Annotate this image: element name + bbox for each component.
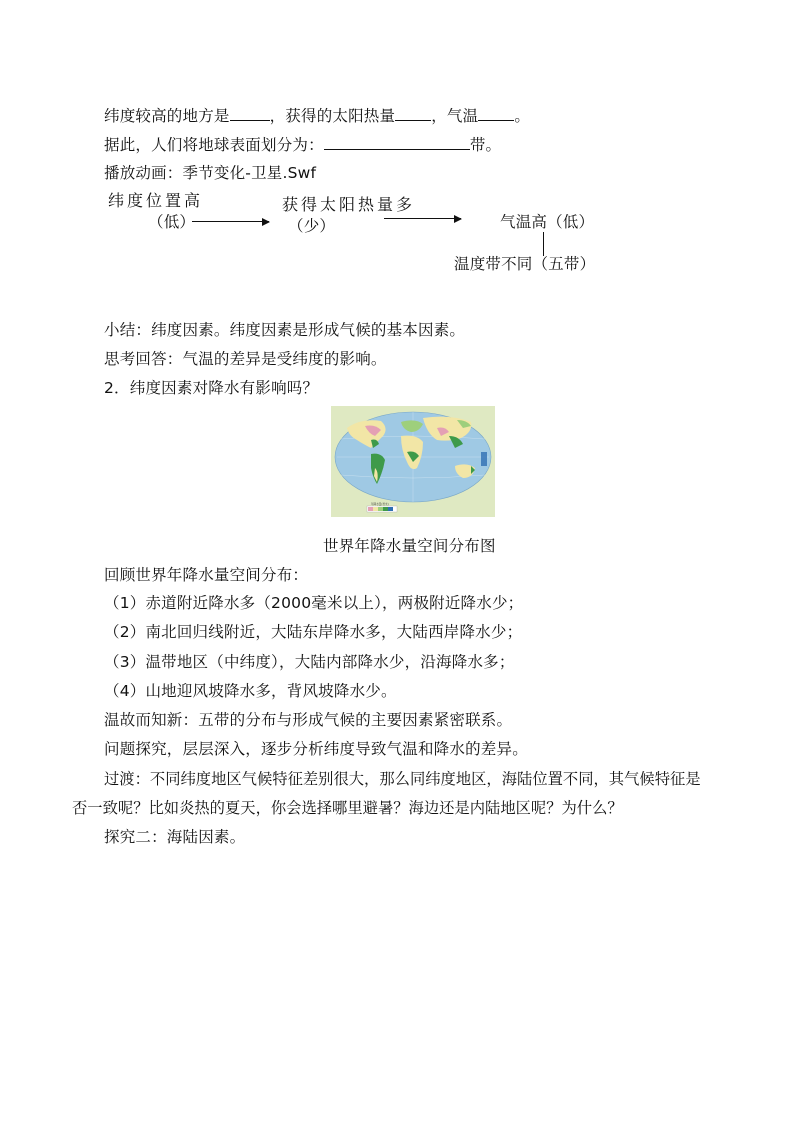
text-segment: 据此，人们将地球表面划分为：: [104, 136, 324, 154]
question-text: 纬度因素对降水有影响吗？: [129, 379, 319, 397]
review-item-3: （3）温带地区（中纬度），大陆内部降水少，沿海降水多；: [104, 653, 515, 671]
blank-3: [478, 106, 514, 121]
review-intro: 回顾世界年降水量空间分布：: [104, 566, 309, 584]
text-segment: ，气温: [431, 107, 479, 125]
legend-title: 年降水量(毫米): [371, 503, 389, 506]
text-segment: 纬度较高的地方是: [104, 107, 230, 125]
transition-line-2: 否一致呢？比如炎热的夏天，你会选择哪里避暑？海边还是内陆地区呢？为什么？: [72, 799, 623, 817]
thinking-answer: 思考回答：气温的差异是受纬度的影响。: [104, 350, 387, 368]
question-2: [104, 378, 318, 398]
text-segment: 。: [514, 107, 531, 125]
review-item-1: （1）赤道附近降水多（2000毫米以上），两极附近降水少；: [104, 594, 524, 612]
inquiry-two-heading: 探究二：海陆因素。: [104, 828, 246, 846]
flow-node-solar-heat: 获得太阳热量多: [282, 195, 416, 214]
figure-caption: 世界年降水量空间分布图: [323, 537, 496, 555]
text-segment: ，获得的太阳热量: [269, 107, 396, 125]
flow-arrow-2: [384, 218, 461, 219]
flow-node-temperature: 气温高（低）: [500, 213, 595, 231]
blank-1: [230, 106, 270, 121]
flow-arrow-1: [192, 221, 269, 222]
flow-node-latitude: 纬度位置高: [108, 191, 204, 210]
animation-note: 播放动画：季节变化-卫星.Swf: [104, 164, 317, 182]
review-item-4: （4）山地迎风坡降水多，背风坡降水少。: [104, 682, 397, 700]
flow-arrow-3: [543, 232, 544, 256]
transition-line-1: 过渡：不同纬度地区气候特征差别很大，那么同纬度地区，海陆位置不同，其气候特征是: [104, 770, 701, 788]
blank-4: [324, 135, 470, 150]
summary-line: 小结：纬度因素。纬度因素是形成气候的基本因素。: [104, 321, 466, 339]
recap-line: 温故而知新：五带的分布与形成气候的主要因素紧密联系。: [104, 711, 513, 729]
review-item-2: （2）南北回归线附近，大陆东岸降水多，大陆西岸降水少；: [104, 623, 523, 641]
inquiry-line: 问题探究，层层深入，逐步分析纬度导致气温和降水的差异。: [104, 740, 528, 758]
fill-blank-line-2: [104, 135, 501, 155]
blank-2: [395, 106, 431, 121]
fill-blank-line-1: [104, 106, 530, 126]
flow-node-latitude-alt: （低）: [148, 213, 196, 231]
text-segment: 带。: [469, 136, 502, 154]
flow-node-solar-heat-alt: （少）: [288, 217, 336, 235]
question-number: 2．: [104, 379, 130, 397]
flow-node-temperature-zones: 温度带不同（五带）: [454, 255, 596, 273]
world-precipitation-map: [331, 406, 495, 517]
